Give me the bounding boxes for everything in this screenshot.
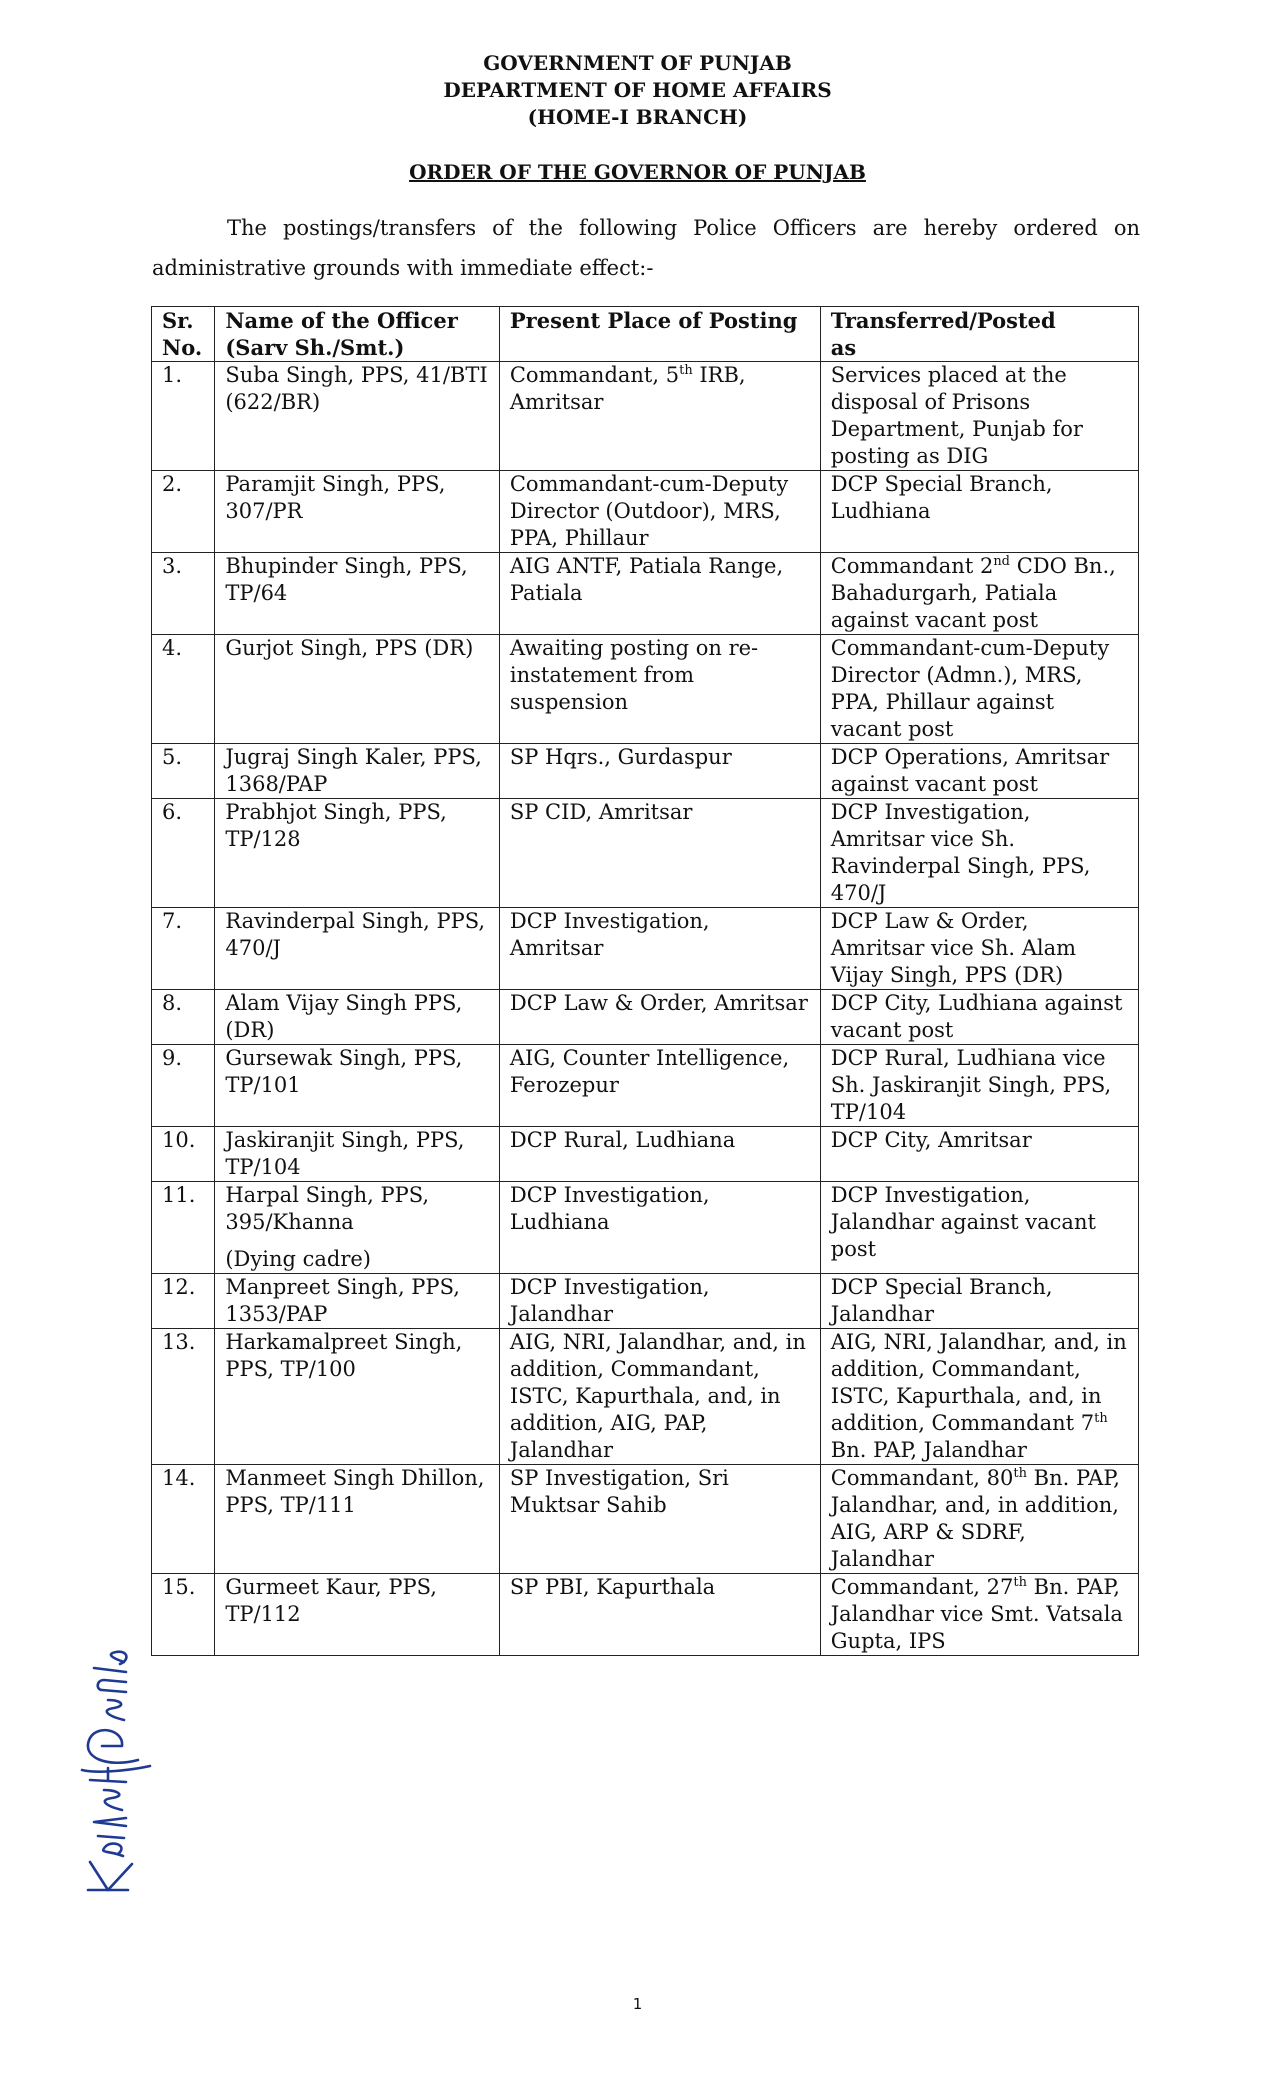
row-sr-no: 2. [152,471,215,553]
row-officer-name: Jugraj Singh Kaler, PPS, 1368/PAP [215,744,500,799]
row-sr-no: 7. [152,908,215,990]
row-present-posting: SP Investigation, Sri Muktsar Sahib [499,1465,820,1574]
row-officer-name: Jaskiranjit Singh, PPS, TP/104 [215,1127,500,1182]
row-officer-name: Ravinderpal Singh, PPS, 470/J [215,908,500,990]
row-cadre-note: (Dying cadre) [225,1247,371,1271]
header-transferred-posted: Transferred/Posted as [820,307,1138,362]
table-row [152,553,1139,635]
row-sr-no: 12. [152,1274,215,1329]
row-transferred-posted: DCP Investigation, Amritsar vice Sh. Ravinderpal Singh, PPS, 470/J [820,799,1138,908]
table-row [152,990,1139,1045]
table-row [152,908,1139,990]
row-officer-name: Gurjot Singh, PPS (DR) [215,635,500,744]
row-present-posting: Commandant, 5th IRB, Amritsar [499,362,820,471]
row-sr-no: 6. [152,799,215,908]
header-present-posting: Present Place of Posting [499,307,820,362]
row-sr-no: 4. [152,635,215,744]
row-officer-name: Manpreet Singh, PPS, 1353/PAP [215,1274,500,1329]
row-transferred-posted: Commandant-cum-Deputy Director (Admn.), MRS, PPA, Phillaur against vacant post [820,635,1138,744]
row-officer-name: Harkamalpreet Singh, PPS, TP/100 [215,1329,500,1465]
table-row [152,1127,1139,1182]
page-number: 1 [632,1995,643,2013]
intro-paragraph: The postings/transfers of the following Police Officers are hereby ordered on administrative grounds with immediate effect:- [152,216,1140,280]
row-officer-name: Prabhjot Singh, PPS, TP/128 [215,799,500,908]
row-transferred-posted: Commandant, 80th Bn. PAP, Jalandhar, and, in addition, AIG, ARP & SDRF, Jalandhar [820,1465,1138,1574]
row-transferred-posted: Commandant 2nd CDO Bn., Bahadurgarh, Patiala against vacant post [820,553,1138,635]
row-present-posting: SP CID, Amritsar [499,799,820,908]
row-present-posting: AIG, Counter Intelligence, Ferozepur [499,1045,820,1127]
row-present-posting: Awaiting posting on re-instatement from suspension [499,635,820,744]
row-transferred-posted: DCP Rural, Ludhiana vice Sh. Jaskiranjit Singh, PPS, TP/104 [820,1045,1138,1127]
row-sr-no: 15. [152,1574,215,1656]
row-officer-name: Alam Vijay Singh PPS, (DR) [215,990,500,1045]
row-present-posting: Commandant-cum-Deputy Director (Outdoor), MRS, PPA, Phillaur [499,471,820,553]
row-sr-no: 8. [152,990,215,1045]
row-transferred-posted: DCP Operations, Amritsar against vacant post [820,744,1138,799]
row-sr-no: 14. [152,1465,215,1574]
row-present-posting: SP Hqrs., Gurdaspur [499,744,820,799]
row-sr-no: 1. [152,362,215,471]
row-officer-name: Suba Singh, PPS, 41/BTI (622/BR) [215,362,500,471]
row-transferred-posted: DCP Special Branch, Jalandhar [820,1274,1138,1329]
row-transferred-posted: AIG, NRI, Jalandhar, and, in addition, Commandant, ISTC, Kapurthala, and, in addition, Commandant 7th Bn. PAP, Jalandhar [820,1329,1138,1465]
row-present-posting: DCP Rural, Ludhiana [499,1127,820,1182]
row-present-posting: AIG ANTF, Patiala Range, Patiala [499,553,820,635]
row-transferred-posted: DCP City, Amritsar [820,1127,1138,1182]
table-row [152,1329,1139,1465]
row-sr-no: 11. [152,1182,215,1274]
table-row [152,1045,1139,1127]
row-sr-no: 3. [152,553,215,635]
header-government: GOVERNMENT OF PUNJAB [483,51,792,75]
row-sr-no: 13. [152,1329,215,1465]
row-transferred-posted: DCP City, Ludhiana against vacant post [820,990,1138,1045]
table-row [152,799,1139,908]
row-sr-no: 10. [152,1127,215,1182]
header-sr-no: Sr. No. [152,307,215,362]
row-transferred-posted: DCP Law & Order, Amritsar vice Sh. Alam Vijay Singh, PPS (DR) [820,908,1138,990]
header-department: DEPARTMENT OF HOME AFFAIRS [443,78,832,102]
row-present-posting: DCP Investigation, Jalandhar [499,1274,820,1329]
row-sr-no: 5. [152,744,215,799]
row-present-posting: DCP Investigation, Ludhiana [499,1182,820,1274]
postings-table [151,306,1139,1656]
row-officer-name: Harpal Singh, PPS, 395/Khanna (Dying cadre) [215,1182,500,1274]
table-row [152,1274,1139,1329]
header-branch: (HOME-I BRANCH) [527,105,748,129]
row-transferred-posted: DCP Special Branch, Ludhiana [820,471,1138,553]
row-officer-name: Gursewak Singh, PPS, TP/101 [215,1045,500,1127]
row-officer-name: Gurmeet Kaur, PPS, TP/112 [215,1574,500,1656]
table-row [152,744,1139,799]
table-row [152,471,1139,553]
table-row [152,635,1139,744]
row-officer-name: Bhupinder Singh, PPS, TP/64 [215,553,500,635]
table-row [152,1574,1139,1656]
table-row [152,362,1139,471]
row-officer-name: Manmeet Singh Dhillon, PPS, TP/111 [215,1465,500,1574]
row-sr-no: 9. [152,1045,215,1127]
table-row [152,1182,1139,1274]
row-present-posting: DCP Investigation, Amritsar [499,908,820,990]
row-present-posting: DCP Law & Order, Amritsar [499,990,820,1045]
order-title: ORDER OF THE GOVERNOR OF PUNJAB [409,160,866,184]
row-officer-name: Paramjit Singh, PPS, 307/PR [215,471,500,553]
document-header [0,50,1275,131]
header-officer-name: Name of the Officer (Sarv Sh./Smt.) [215,307,500,362]
row-transferred-posted: Services placed at the disposal of Prisons Department, Punjab for posting as DIG [820,362,1138,471]
table-header-row [152,307,1139,362]
row-transferred-posted: Commandant, 27th Bn. PAP, Jalandhar vice Smt. Vatsala Gupta, IPS [820,1574,1138,1656]
handwritten-signature [68,1650,158,1900]
row-present-posting: AIG, NRI, Jalandhar, and, in addition, Commandant, ISTC, Kapurthala, and, in addition, AIG, PAP, Jalandhar [499,1329,820,1465]
row-transferred-posted: DCP Investigation, Jalandhar against vacant post [820,1182,1138,1274]
row-present-posting: SP PBI, Kapurthala [499,1574,820,1656]
table-row [152,1465,1139,1574]
